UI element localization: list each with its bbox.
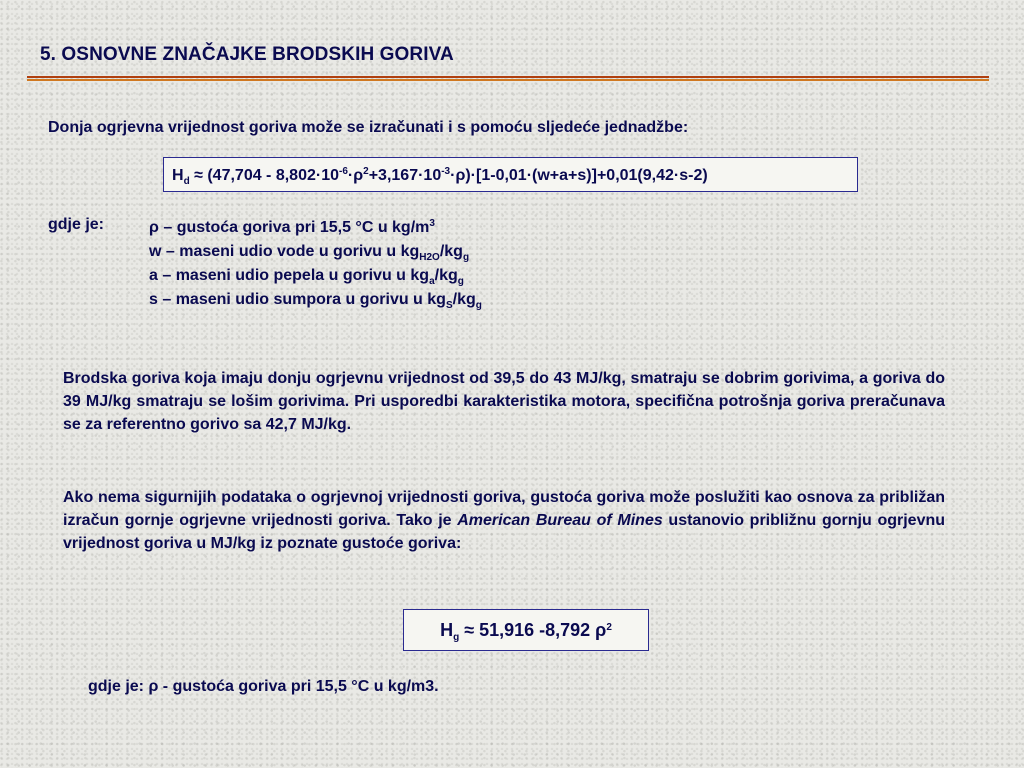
def-rho-sup: 3 [429, 218, 435, 229]
eq2-symbol: H [440, 620, 454, 640]
definition-a [149, 264, 482, 288]
title-divider-accent [27, 79, 989, 81]
def-a-sub2: g [457, 276, 464, 287]
definition-rho [149, 216, 482, 240]
eq2-body: ≈ 51,916 -8,792 ρ [459, 620, 607, 640]
def-s-sub2: g [475, 300, 482, 311]
footer-note: gdje je: ρ - gustoća goriva pri 15,5 °C u kg/m3. [88, 678, 439, 695]
def-s-sub1: S [445, 300, 453, 311]
def-s-mid: /kg [452, 291, 476, 308]
eq1-exp2: 2 [363, 166, 369, 177]
title-divider [27, 76, 989, 78]
def-a-text: a – maseni udio pepela u gorivu u kg [149, 267, 430, 284]
definition-w [149, 240, 482, 264]
eq1-part3: +3,167·10 [368, 167, 442, 184]
equation-higher-heating-value [403, 609, 649, 651]
eq1-part1: ≈ (47,704 - 8,802·10 [189, 167, 339, 184]
def-s-text: s – maseni udio sumpora u gorivu u kg [149, 291, 446, 308]
def-w-sub1: H2O [419, 252, 440, 263]
eq1-symbol: H [172, 167, 184, 184]
eq1-part2: ·ρ [347, 167, 364, 184]
def-w-text: w – maseni udio vode u gorivu u kg [149, 243, 420, 260]
def-a-mid: /kg [434, 267, 458, 284]
paragraph-fuel-quality: Brodska goriva koja imaju donju ogrjevnu vrijednost od 39,5 do 43 MJ/kg, smatraju se dobrim gorivima, a goriva do 39 MJ/kg smatraju se lošim gorivima. Pri usporedbi karakteristika motora, specifična potrošnja goriva preračunava se za referentno gorivo sa 42,7 MJ/kg. [63, 370, 945, 433]
eq1-part4: ·ρ)·[1-0,01·(w+a+s)]+0,01(9,42·s-2) [450, 167, 708, 184]
definition-s [149, 288, 482, 312]
p2-italic-source: American Bureau of Mines [457, 512, 663, 529]
eq1-symbol-sub: d [183, 176, 190, 187]
p2-after: ustanovio približnu gornju ogrjevnu vrijednost goriva u MJ/kg iz poznate gustoće goriva: [63, 512, 946, 552]
eq2-exp: 2 [606, 622, 612, 633]
definitions-label: gdje je: [48, 216, 105, 233]
intro-text: Donja ogrjevna vrijednost goriva može se izračunati i s pomoću sljedeće jednadžbe: [48, 119, 689, 136]
eq1-exp3: -3 [441, 166, 451, 177]
def-rho-text: ρ – gustoća goriva pri 15,5 °C u kg/m [149, 219, 430, 236]
eq2-symbol-sub: g [453, 632, 460, 643]
eq1-exp1: -6 [339, 166, 348, 177]
definitions-list [149, 216, 482, 312]
paragraph-density-estimate [63, 486, 945, 555]
p2-before: Ako nema sigurnijih podataka o ogrjevnoj vrijednosti goriva, gustoća goriva može poslužiti kao osnova za približan izračun gornje ogrjevne vrijednosti goriva. Tako je [63, 489, 945, 529]
equation-lower-heating-value [163, 157, 858, 192]
def-w-mid: /kg [439, 243, 463, 260]
def-a-sub1: a [429, 276, 435, 287]
def-w-sub2: g [462, 252, 470, 263]
slide-title: 5. OSNOVNE ZNAČAJKE BRODSKIH GORIVA [40, 44, 454, 65]
